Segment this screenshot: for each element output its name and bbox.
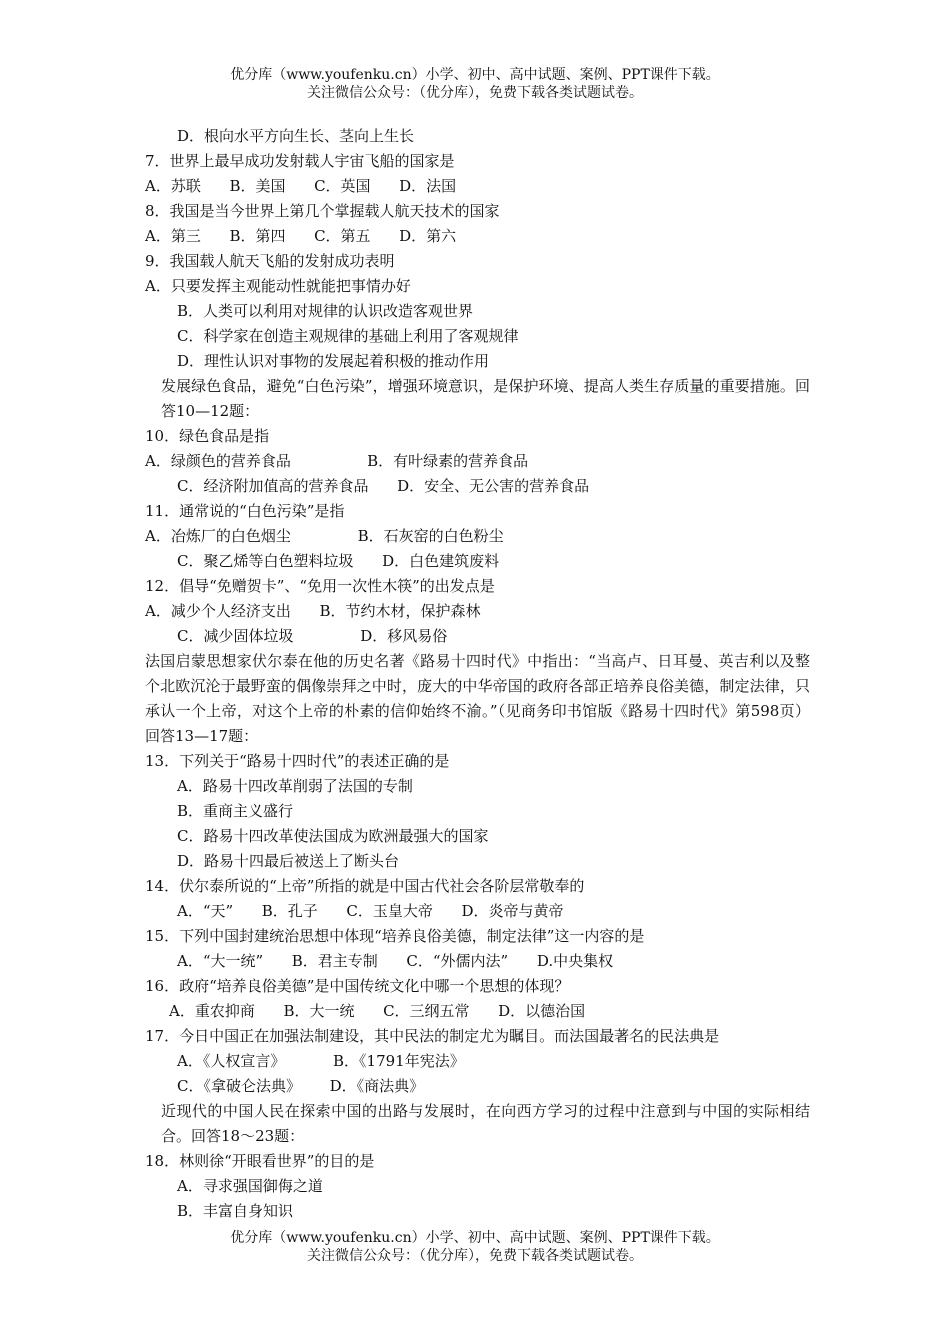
q17-options-cd: C．《拿破仑法典》 D．《商法典》 — [177, 1077, 425, 1095]
q15-options: A．“大一统” B．君主专制 C．“外儒内法” D.中央集权 — [177, 952, 614, 970]
q10-options-cd: C．经济附加值高的营养食品 D．安全、无公害的营养食品 — [177, 477, 590, 495]
q14-stem: 14．伏尔泰所说的“上帝”所指的就是中国古代社会各阶层常敬奉的 — [145, 877, 585, 895]
q12-stem: 12．倡导“免赠贺卡”、“免用一次性木筷”的出发点是 — [145, 577, 495, 595]
passage-green-food: 发展绿色食品，避免“白色污染”，增强环境意识，是保护环境、提高人类生存质量的重要措施。回答10—12题： — [161, 377, 810, 420]
q9-option-c: C．科学家在创造主观规律的基础上利用了客观规律 — [177, 327, 519, 345]
page-header — [0, 66, 950, 102]
q14-options: A．“天” B．孔子 C．玉皇大帝 D．炎帝与黄帝 — [177, 902, 564, 920]
q13-stem: 13．下列关于“路易十四时代”的表述正确的是 — [145, 752, 450, 770]
q13-option-b: B．重商主义盛行 — [177, 802, 294, 820]
header-line-1: 优分库（www.youfenku.cn）小学、初中、高中试题、案例、PPT课件下载。 — [230, 67, 720, 83]
q8-options: A．第三 B．第四 C．第五 D．第六 — [145, 227, 457, 245]
q11-options-ab: A．冶炼厂的白色烟尘 B．石灰窑的白色粉尘 — [145, 527, 504, 545]
q17-options-ab: A．《人权宣言》 B．《1791年宪法》 — [177, 1052, 465, 1070]
q7-options: A．苏联 B．美国 C．英国 D．法国 — [145, 177, 457, 195]
q7-stem: 7．世界上最早成功发射载人宇宙飞船的国家是 — [145, 152, 455, 170]
document-body — [145, 124, 810, 1224]
q10-stem: 10．绿色食品是指 — [145, 427, 270, 445]
q18-option-a: A．寻求强国御侮之道 — [177, 1177, 323, 1195]
q16-options: A．重农抑商 B．大一统 C．三纲五常 D．以德治国 — [169, 1002, 586, 1020]
q12-options-ab: A．减少个人经济支出 B．节约木材，保护森林 — [145, 602, 481, 620]
q11-options-cd: C．聚乙烯等白色塑料垃圾 D．白色建筑废料 — [177, 552, 500, 570]
footer-line-1: 优分库（www.youfenku.cn）小学、初中、高中试题、案例、PPT课件下载。 — [230, 1230, 720, 1246]
header-line-2: 关注微信公众号：（优分库），免费下载各类试题试卷。 — [307, 85, 643, 101]
footer-line-2: 关注微信公众号：（优分库），免费下载各类试题试卷。 — [307, 1248, 643, 1264]
q9-stem: 9．我国载人航天飞船的发射成功表明 — [145, 252, 395, 270]
page-footer — [0, 1229, 950, 1265]
q13-option-c: C．路易十四改革使法国成为欧洲最强大的国家 — [177, 827, 489, 845]
q9-option-b: B．人类可以利用对规律的认识改造客观世界 — [177, 302, 474, 320]
passage-modern-china: 近现代的中国人民在探索中国的出路与发展时，在向西方学习的过程中注意到与中国的实际相结合。回答18～23题： — [161, 1102, 810, 1145]
q18-option-b: B．丰富自身知识 — [177, 1202, 294, 1220]
q15-stem: 15．下列中国封建统治思想中体现“培养良俗美德，制定法律”这一内容的是 — [145, 927, 645, 945]
q16-stem: 16．政府“培养良俗美德”是中国传统文化中哪一个思想的体现？ — [145, 977, 570, 995]
q12-options-cd: C．减少固体垃圾 D．移风易俗 — [177, 627, 448, 645]
q6-option-d: D．根向水平方向生长、茎向上生长 — [177, 127, 415, 145]
passage-voltaire: 法国启蒙思想家伏尔泰在他的历史名著《路易十四时代》中指出：“当高卢、日耳曼、英吉利以及整个北欧沉沦于最野蛮的偶像崇拜之中时，庞大的中华帝国的政府各部正培养良俗美德，制定法律，只承认一个上帝，对这个上帝的朴素的信仰始终不渝。”（见商务印书馆版《路易十四时代》第598页）回答13—17题： — [145, 652, 810, 745]
q9-option-d: D．理性认识对事物的发展起着积极的推动作用 — [177, 352, 490, 370]
q17-stem: 17．今日中国正在加强法制建设，其中民法的制定尤为瞩目。而法国最著名的民法典是 — [145, 1027, 720, 1045]
q18-stem: 18．林则徐“开眼看世界”的目的是 — [145, 1152, 375, 1170]
q13-option-d: D．路易十四最后被送上了断头台 — [177, 852, 400, 870]
q8-stem: 8．我国是当今世界上第几个掌握载人航天技术的国家 — [145, 202, 500, 220]
q11-stem: 11．通常说的“白色污染”是指 — [145, 502, 345, 520]
q10-options-ab: A．绿颜色的营养食品 B．有叶绿素的营养食品 — [145, 452, 529, 470]
q9-option-a: A．只要发挥主观能动性就能把事情办好 — [145, 277, 411, 295]
q13-option-a: A．路易十四改革削弱了法国的专制 — [177, 777, 413, 795]
